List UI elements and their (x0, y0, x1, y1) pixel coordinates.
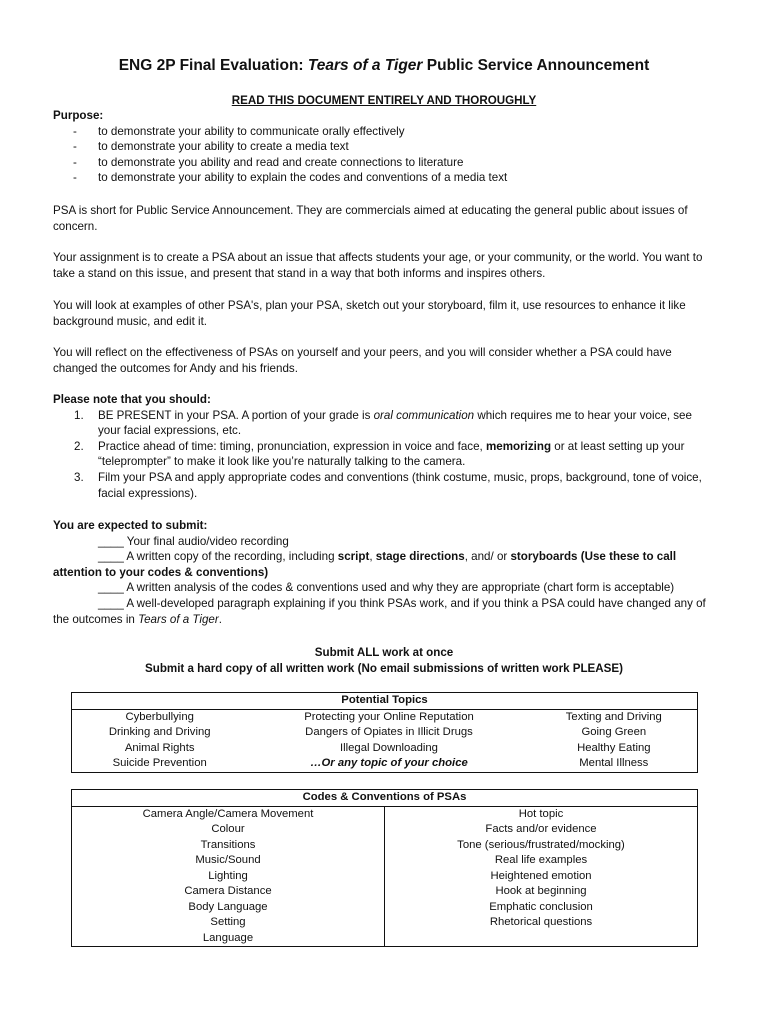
table-cell: Animal Rights (124, 741, 195, 754)
submit-list (53, 534, 713, 628)
paragraph-reflection: You will reflect on the effectiveness of PSAs on yourself and your peers, and you will consider whether a PSA could have changed the outcomes for Andy and his friends. (53, 346, 672, 375)
list-item: Language (202, 931, 254, 944)
table-cell: Dangers of Opiates in Illicit Drugs (305, 726, 473, 738)
topics-heading: Potential Topics (72, 693, 698, 710)
list-item: - to demonstrate your ability to communicate orally effectively (53, 124, 713, 140)
codes-table (71, 789, 698, 947)
table-cell: Texting and Driving (565, 710, 662, 723)
submit-heading: You are expected to submit: (53, 519, 208, 532)
list-item: Music/Sound (195, 854, 261, 866)
table-cell: Illegal Downloading (339, 741, 438, 754)
submit-section (53, 518, 713, 627)
list-item: Camera Angle/Camera Movement (142, 807, 314, 820)
list-item: ____ A well-developed paragraph explaining if you think PSAs work, and if you think a PSA could have changed any of the outcomes in Tears of a Tiger. (53, 596, 706, 626)
codes-heading: Codes & Conventions of PSAs (72, 790, 698, 807)
purpose-list (53, 124, 713, 186)
title-prefix: ENG 2P Final Evaluation: (118, 57, 308, 74)
table-row (72, 756, 698, 772)
list-item: ____ Your final audio/video recording (98, 534, 289, 548)
list-item: Heightened emotion (490, 869, 592, 882)
list-item: Real life examples (494, 854, 588, 866)
list-item: Facts and/or evidence (485, 823, 597, 835)
submit-all-notice: Submit ALL work at once (314, 646, 454, 659)
list-item: ____ A written copy of the recording, including script, stage directions, and/ or storyboards (Use these to call attention to your codes & conventions) (53, 550, 677, 579)
table-row (72, 741, 698, 757)
title-suffix: Public Service Announcement (422, 57, 650, 74)
list-item: Setting (210, 916, 246, 928)
paragraph-assignment: Your assignment is to create a PSA about an issue that affects students your age, or your community, or the world. You want to take a stand on this issue, and present that stand in a way that both informs and inspires others. (53, 251, 703, 280)
list-item: Rhetorical questions (489, 916, 593, 928)
table-row (72, 709, 698, 725)
list-item: Emphatic conclusion (489, 900, 593, 913)
purpose-heading: Purpose: (53, 109, 104, 122)
read-notice: READ THIS DOCUMENT ENTIRELY AND THOROUGHLY (231, 94, 537, 107)
purpose-section (53, 108, 713, 186)
table-cell: Cyberbullying (125, 710, 194, 723)
list-item: Hook at beginning (495, 885, 587, 897)
table-cell: Going Green (581, 726, 647, 738)
list-item: - to demonstrate your ability to explain the codes and conventions of a media text (53, 170, 713, 186)
paragraph-psa-definition: PSA is short for Public Service Announcement. They are commercials aimed at educating the general public about issues of concern. (53, 204, 688, 233)
list-item: Colour (211, 823, 245, 835)
list-item: Camera Distance (184, 885, 272, 897)
title-book-name: Tears of a Tiger (307, 57, 423, 74)
list-item: Tone (serious/frustrated/mocking) (457, 838, 625, 851)
codes-left-column (72, 806, 385, 947)
table-cell: Suicide Prevention (112, 757, 207, 769)
table-row (72, 725, 698, 741)
list-item: Hot topic (518, 807, 564, 820)
table-cell: Drinking and Driving (108, 726, 211, 738)
list-item: 3. Film your PSA and apply appropriate codes and conventions (think costume, music, props, background, tone of voice, facial expressions). (74, 470, 702, 500)
page-title (0, 56, 768, 76)
note-list (53, 408, 713, 502)
list-item: ____ A written analysis of the codes & conventions used and why they are appropriate (chart form is acceptable) (98, 581, 675, 595)
table-cell: Mental Illness (579, 757, 649, 769)
topics-table (71, 692, 698, 773)
note-heading: Please note that you should: (53, 393, 211, 406)
list-item: Lighting (208, 869, 248, 882)
table-row (72, 806, 698, 947)
list-item: - to demonstrate your ability to create a media text (53, 139, 713, 155)
table-cell: Healthy Eating (577, 741, 651, 754)
note-section (53, 392, 713, 501)
hard-copy-notice: Submit a hard copy of all written work (No email submissions of written work PLEASE) (145, 662, 623, 675)
list-item: 1. BE PRESENT in your PSA. A portion of your grade is oral communication which requires me to hear your voice, see your facial expressions, etc. (74, 408, 692, 438)
list-item: Body Language (188, 900, 268, 913)
codes-right-column (385, 806, 698, 947)
paragraph-process: You will look at examples of other PSA's, plan your PSA, sketch out your storyboard, film it, use resources to enhance it like background music, and edit it. (53, 299, 686, 328)
list-item: Transitions (200, 838, 256, 851)
list-item: 2. Practice ahead of time: timing, pronunciation, expression in voice and face, memorizing or at least setting up your “teleprompter” to make it look like you’re naturally talking to the camera. (74, 439, 685, 469)
table-cell: Protecting your Online Reputation (304, 710, 474, 723)
list-item: - to demonstrate you ability and read and create connections to literature (53, 155, 713, 171)
table-cell: …Or any topic of your choice (310, 757, 468, 769)
